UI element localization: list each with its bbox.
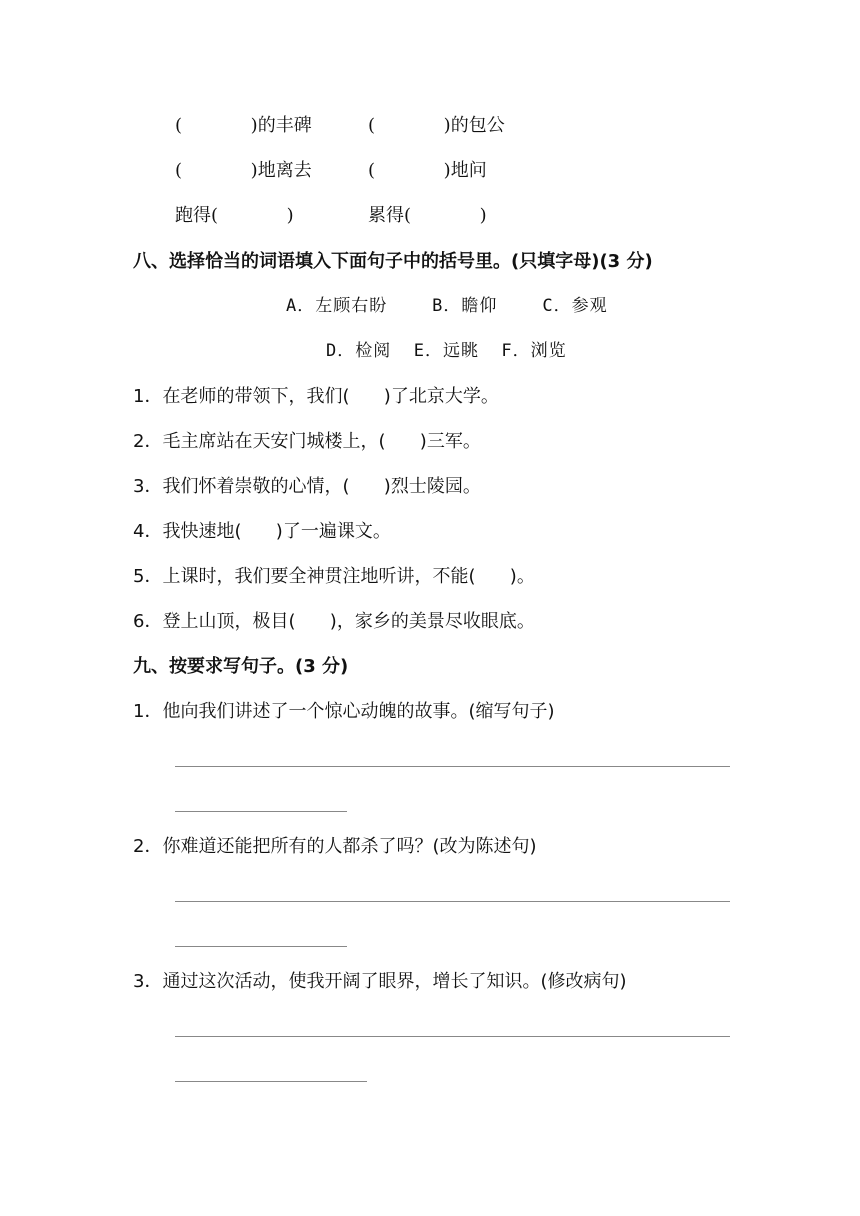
fill-item-3a: 跑得( ) [175,205,294,226]
question-text: 上课时，我们要全神贯注地听讲，不能( )。 [162,566,535,587]
fill-item-1a: ( )的丰碑 [175,115,312,136]
question-number: 1． [133,701,163,722]
question-number: 3． [133,971,163,992]
options-row-1: A．左顾右盼 B．瞻仰 C．参观 [286,296,608,316]
question-8-3 [133,478,481,496]
answer-line-short[interactable] [175,946,347,947]
answer-line[interactable] [175,766,730,767]
question-number: 1． [133,386,163,407]
section-9-title: 九、按要求写句子。(3 分) [133,656,349,677]
question-number: 5． [133,566,163,587]
answer-line-short[interactable] [175,811,347,812]
fill-item-3b: 累得( ) [368,205,487,226]
options-row-2: D．检阅 E．远眺 F．浏览 [326,341,567,361]
question-text: 他向我们讲述了一个惊心动魄的故事。(缩写句子) [162,701,555,722]
section-8-title: 八、选择恰当的词语填入下面句子中的括号里。(只填字母)(3 分) [133,251,653,272]
question-text: 我快速地( )了一遍课文。 [162,521,391,542]
answer-line[interactable] [175,1036,730,1037]
question-text: 毛主席站在天安门城楼上，( )三军。 [162,431,481,452]
answer-line-short[interactable] [175,1081,367,1082]
question-8-4 [133,523,391,541]
fill-item-2a: ( )地离去 [175,160,312,181]
question-number: 3． [133,476,163,497]
fill-item-2b: ( )地问 [368,160,487,181]
question-9-2 [133,838,537,856]
question-number: 2． [133,431,163,452]
question-8-5 [133,568,535,586]
fill-item-1b: ( )的包公 [368,115,505,136]
question-text: 你难道还能把所有的人都杀了吗？(改为陈述句) [162,836,537,857]
question-text: 登上山顶，极目( )，家乡的美景尽收眼底。 [162,611,535,632]
question-number: 2． [133,836,163,857]
question-text: 在老师的带领下，我们( )了北京大学。 [162,386,499,407]
question-9-1 [133,703,555,721]
answer-line[interactable] [175,901,730,902]
question-8-2 [133,433,481,451]
question-8-1 [133,388,499,406]
question-9-3 [133,973,627,991]
question-8-6 [133,613,535,631]
question-number: 6． [133,611,163,632]
question-text: 通过这次活动，使我开阔了眼界，增长了知识。(修改病句) [162,971,627,992]
question-text: 我们怀着崇敬的心情，( )烈士陵园。 [162,476,481,497]
question-number: 4． [133,521,163,542]
